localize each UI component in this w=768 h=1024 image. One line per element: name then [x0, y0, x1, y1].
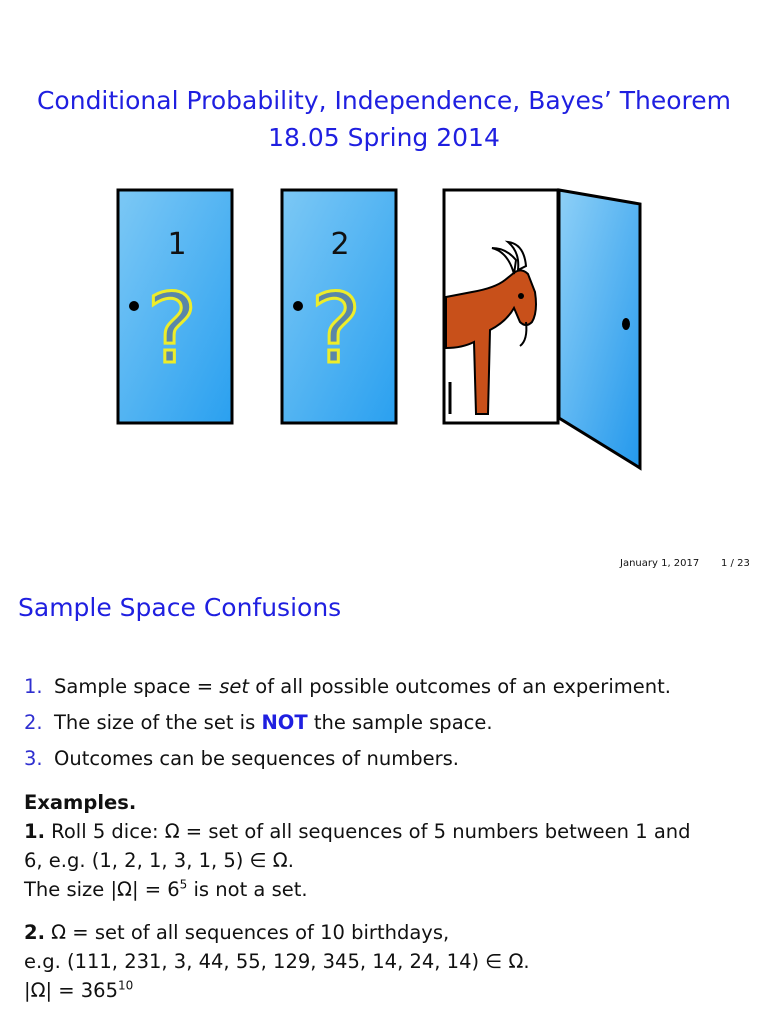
list-number: 2. — [24, 711, 43, 734]
question-mark-icon: ? — [310, 273, 362, 385]
list-number: 1. — [24, 675, 43, 698]
list-text: Sample space = — [54, 675, 220, 698]
list-strong: NOT — [261, 711, 308, 734]
door-knob-icon — [129, 301, 139, 311]
list-item — [24, 710, 671, 746]
example-2 — [24, 918, 530, 1005]
example-text: Roll 5 dice: Ω = set of all sequences of 5 numbers between 1 and — [44, 820, 691, 843]
list-item — [24, 746, 671, 782]
example-text: |Ω| = 365 — [24, 979, 118, 1002]
example-superscript: 10 — [118, 978, 134, 993]
list-text: Outcomes can be sequences of numbers. — [54, 747, 459, 770]
list-text: the sample space. — [307, 711, 493, 734]
list-text: of all possible outcomes of an experiment. — [249, 675, 671, 698]
door-knob-icon — [622, 318, 630, 330]
list-text: The size of the set is — [54, 711, 262, 734]
slide-title: Conditional Probability, Independence, Bayes’ Theorem — [36, 86, 732, 115]
example-text: Ω = set of all sequences of 10 birthdays, — [44, 921, 450, 944]
example-number: 2. — [24, 921, 45, 944]
door-1-number: 1 — [167, 227, 187, 262]
door-3-open — [444, 190, 640, 468]
example-number: 1. — [24, 820, 45, 843]
monty-hall-doors-figure — [110, 182, 660, 482]
example-text: 6, e.g. (1, 2, 1, 3, 1, 5) ∈ Ω. — [24, 849, 294, 872]
content-slide — [0, 576, 768, 1024]
example-superscript: 5 — [179, 877, 188, 892]
footer-page-number: 1 / 23 — [721, 558, 750, 569]
slide-subtitle: 18.05 Spring 2014 — [268, 123, 500, 152]
door-2-number: 2 — [330, 227, 350, 262]
examples-heading: Examples. — [24, 791, 137, 814]
slide-title: Sample Space Confusions — [18, 593, 342, 622]
question-mark-icon: ? — [146, 273, 198, 385]
example-1 — [24, 817, 691, 904]
example-text: is not a set. — [187, 878, 308, 901]
footer-date: January 1, 2017 — [620, 558, 700, 569]
example-text: The size |Ω| = 6 — [24, 878, 180, 901]
list-number: 3. — [24, 747, 43, 770]
list-emphasis: set — [219, 675, 250, 698]
example-text: e.g. (111, 231, 3, 44, 55, 129, 345, 14, 24, 14) ∈ Ω. — [24, 950, 530, 973]
door-2 — [282, 190, 396, 423]
door-knob-icon — [293, 301, 303, 311]
list-item — [24, 674, 671, 710]
door-1 — [118, 190, 232, 423]
confusions-list — [24, 674, 671, 782]
